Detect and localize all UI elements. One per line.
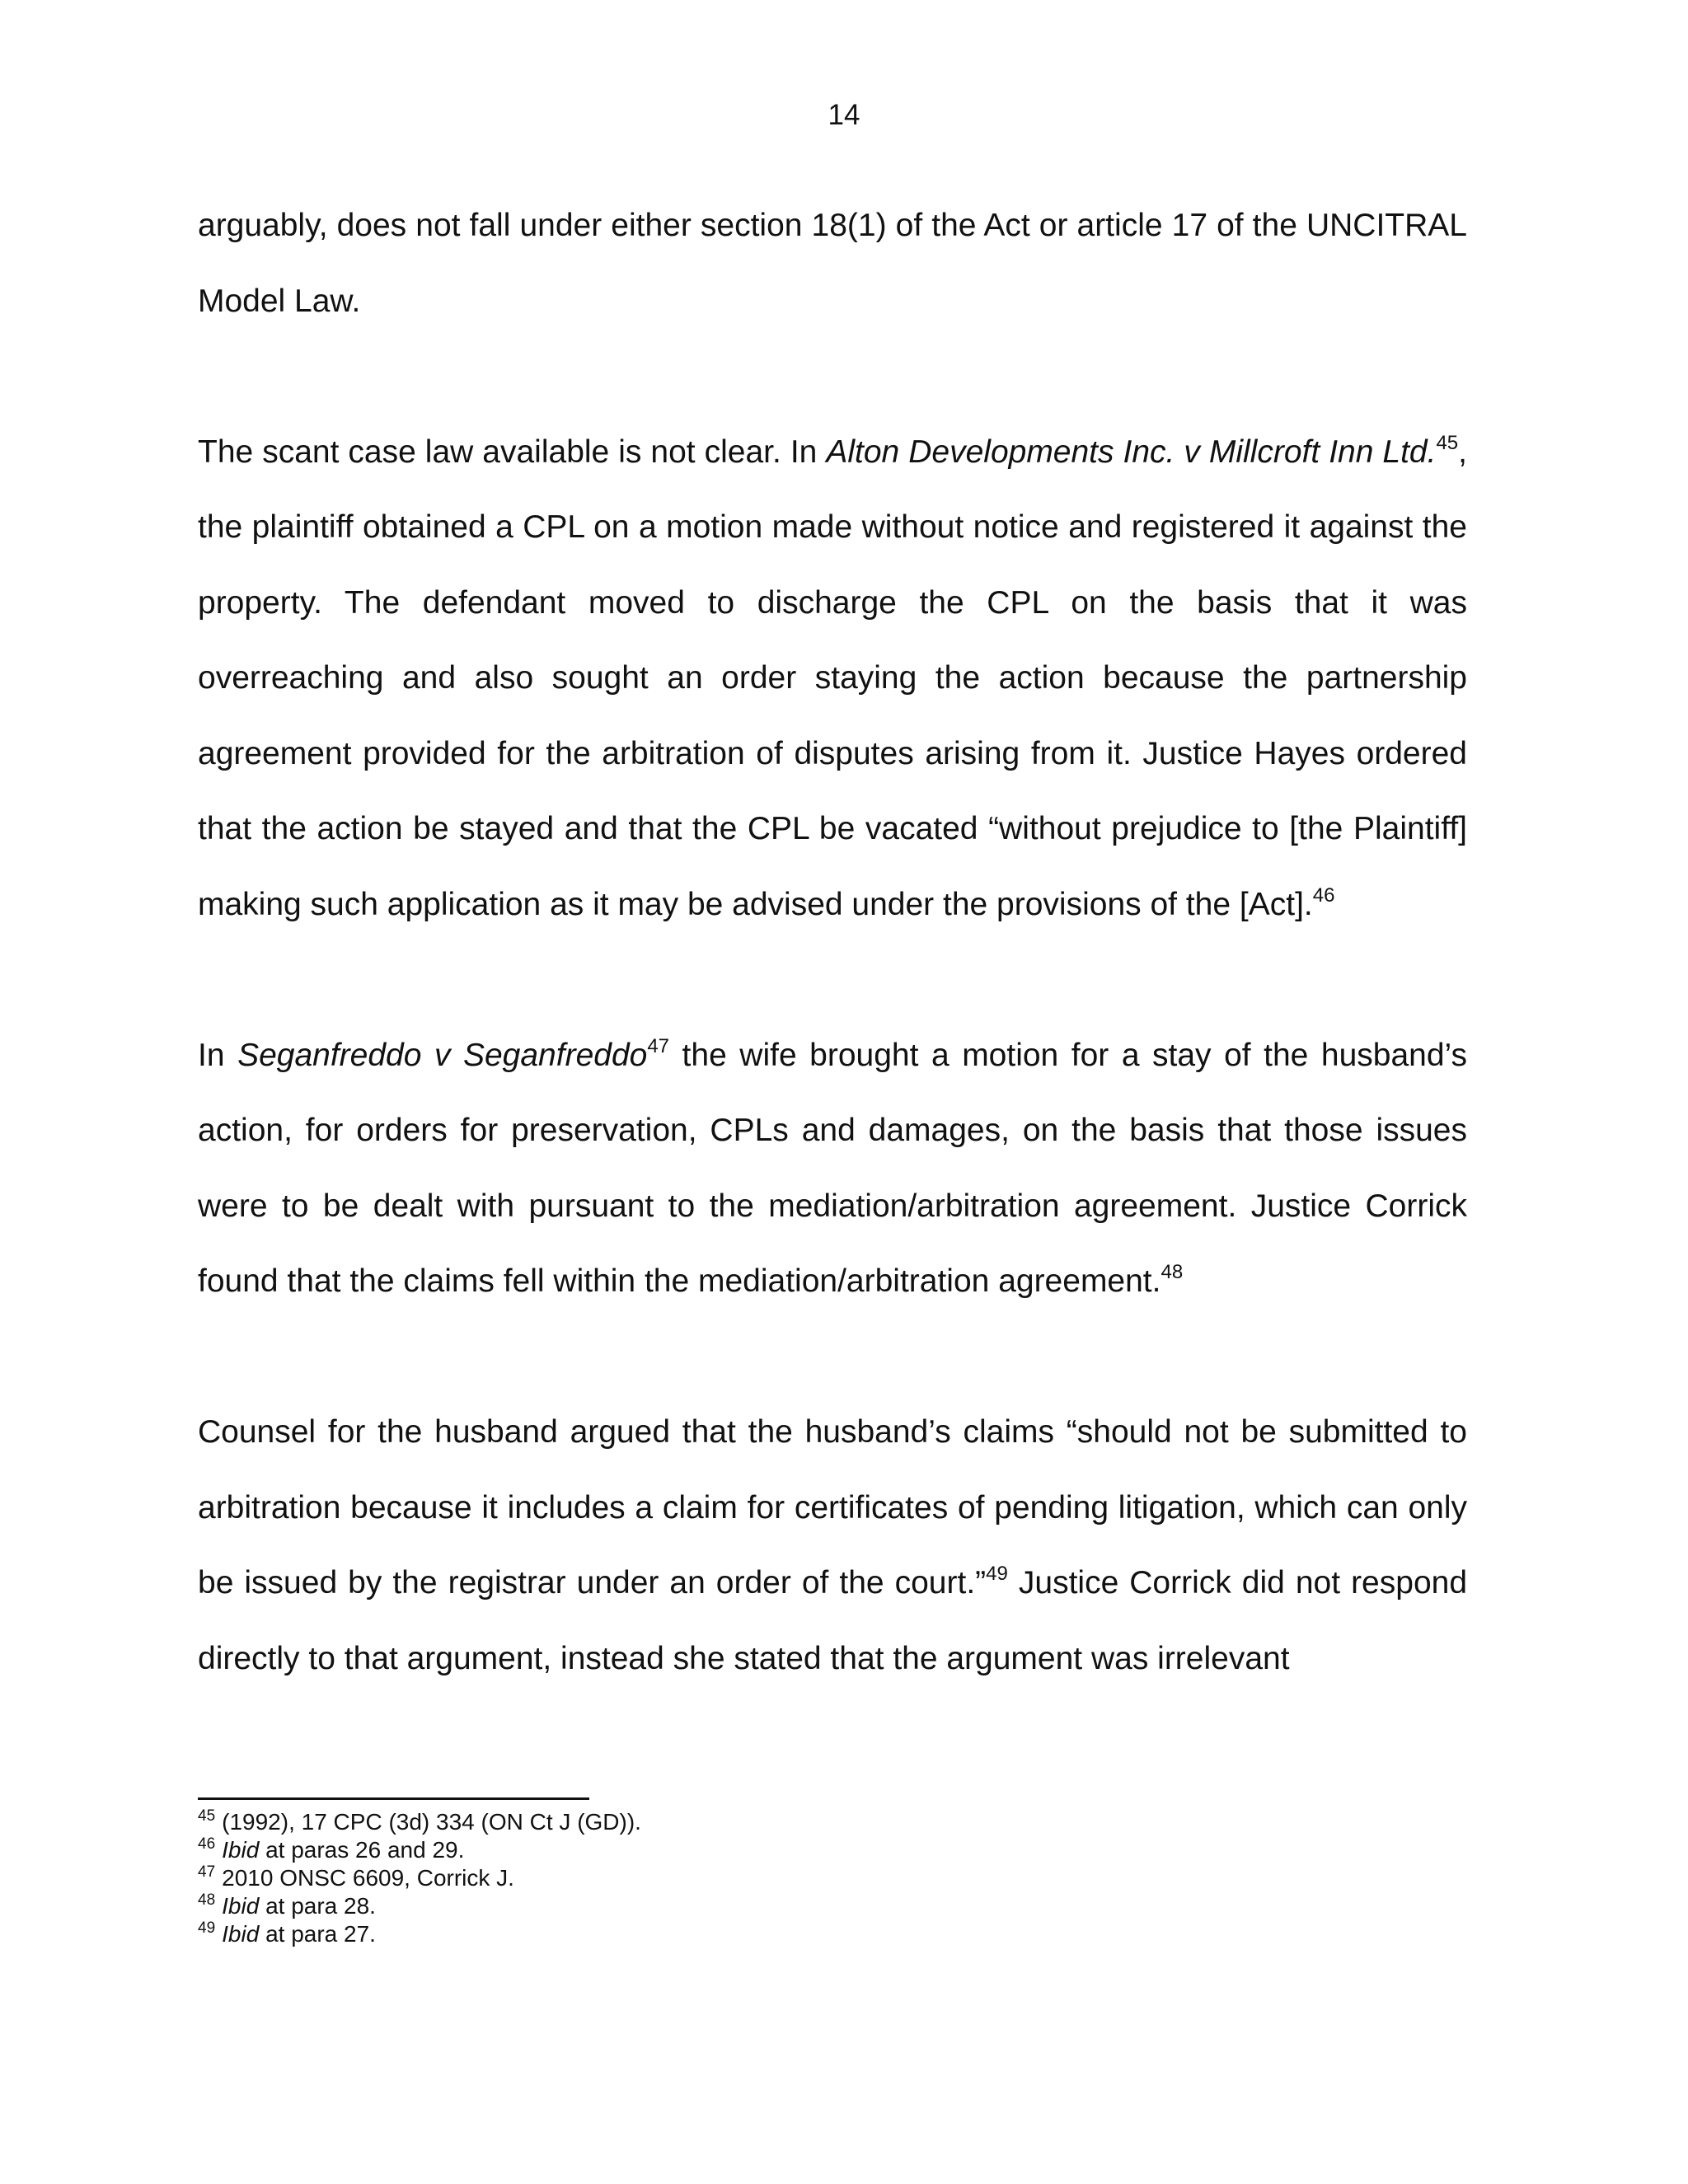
paragraph-2 (198, 415, 1467, 943)
footnote-number: 48 (198, 1891, 216, 1909)
paragraph-3-text-a: In (198, 1037, 238, 1073)
footnote-italic: Ibid (222, 1921, 260, 1947)
footnote-ref-47: 47 (647, 1034, 670, 1057)
footnote-ref-46: 46 (1312, 883, 1335, 907)
case-citation-seganfreddo: Seganfreddo v Seganfreddo (237, 1037, 648, 1073)
footnote-47 (198, 1864, 1467, 1892)
footnote-number: 45 (198, 1807, 216, 1825)
paragraph-4-text-b: Justice Corrick did not respond directly to that argument, instead she stated that the argument was irrelevant (198, 1565, 1468, 1676)
footnote-text: at para 28. (259, 1893, 376, 1919)
footnote-ref-49: 49 (986, 1563, 1008, 1585)
footnote-number: 46 (198, 1835, 216, 1853)
footnote-italic: Ibid (222, 1837, 260, 1863)
footnote-48 (198, 1892, 1467, 1920)
footnote-49 (198, 1920, 1467, 1948)
paragraph-3 (198, 1018, 1467, 1319)
footnote-text: (1992), 17 CPC (3d) 334 (ON Ct J (GD)). (222, 1809, 641, 1835)
footnote-italic: Ibid (222, 1893, 260, 1919)
footnote-number: 49 (198, 1919, 216, 1937)
paragraph-1-text: arguably, does not fall under either section 18(1) of the Act or article 17 of the UNCITRAL Model Law. (198, 208, 1467, 319)
footnote-text: at para 27. (259, 1921, 376, 1947)
footnote-ref-45: 45 (1436, 431, 1459, 454)
paragraph-2-text-a: The scant case law available is not clear. In (198, 434, 827, 470)
paragraph-1 (198, 188, 1467, 339)
paragraph-3-text-b: the wife brought a motion for a stay of the husband’s action, for orders for preservation, CPLs and damages, on the basis that those issues were to be dealt with pursuant to the mediation/arbitration agreement. Justice Corrick found that the claims fell within the mediation/arbitration agreement. (198, 1037, 1467, 1299)
body-text (198, 188, 1467, 1696)
paragraph-4 (198, 1394, 1467, 1696)
paragraph-4-text-a: Counsel for the husband argued that the husband’s claims “should not be submitted to arbitration because it includes a claim for certificates of pending litigation, which can only be issued by the registrar under an order of the court.” (198, 1414, 1467, 1601)
footnote-45 (198, 1808, 1467, 1836)
case-citation-alton: Alton Developments Inc. v Millcroft Inn Ltd. (826, 434, 1437, 470)
footnote-text: 2010 ONSC 6609, Corrick J. (222, 1865, 514, 1891)
footnote-number: 47 (198, 1863, 216, 1881)
footnote-ref-48: 48 (1160, 1261, 1184, 1283)
page-number: 14 (828, 99, 860, 131)
footnote-divider (198, 1797, 589, 1800)
footnote-46 (198, 1836, 1467, 1864)
footnotes (198, 1808, 1467, 1948)
footnote-text: at paras 26 and 29. (259, 1837, 465, 1863)
paragraph-2-text-b: , the plaintiff obtained a CPL on a motion made without notice and registered it against the property. The defendant moved to discharge the CPL on the basis that it was overreaching and also sought an order staying the action because the partnership agreement provided for the arbitration of disputes arising from it. Justice Hayes ordered that the action be stayed and that the CPL be vacated “without prejudice to [the Plaintiff] making such application as it may be advised under the provisions of the [Act]. (198, 434, 1467, 922)
